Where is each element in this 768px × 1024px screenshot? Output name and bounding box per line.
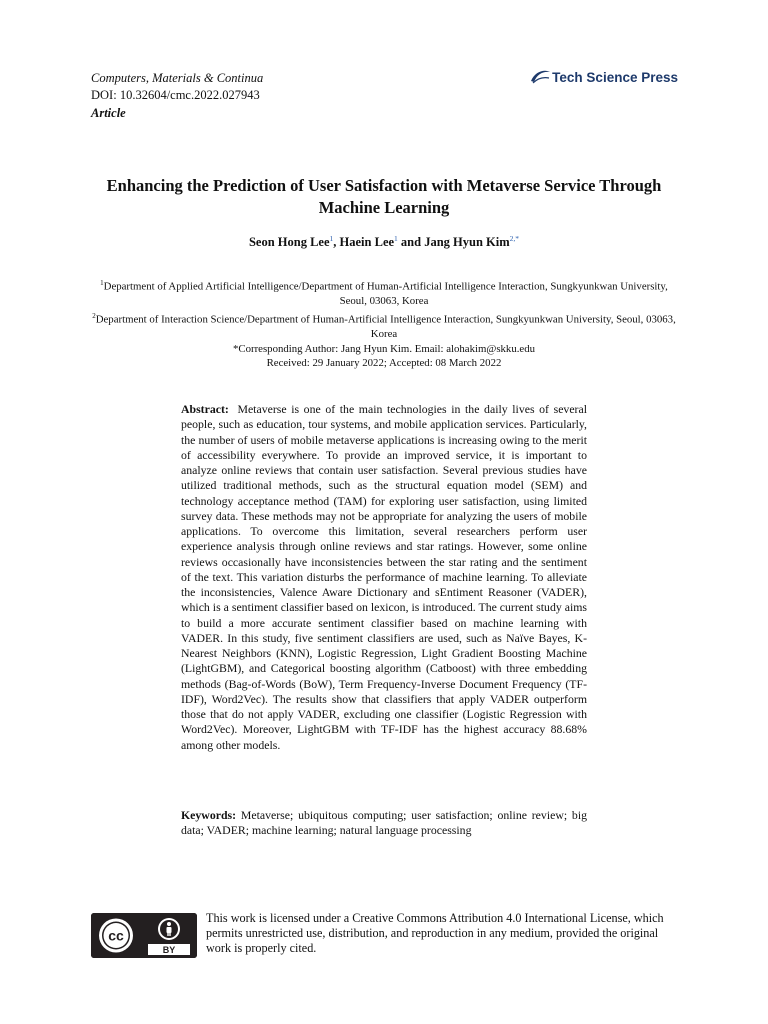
journal-name: Computers, Materials & Continua xyxy=(91,71,264,85)
publisher-name: Tech Science Press xyxy=(552,69,678,85)
publisher-swoosh-icon xyxy=(529,68,551,86)
affiliation xyxy=(90,309,678,342)
publisher-logo xyxy=(529,68,678,86)
cc-badge-label: cc xyxy=(108,927,124,944)
abstract xyxy=(181,402,587,753)
attribution-person-icon xyxy=(158,918,180,940)
affiliation-text: Department of Interaction Science/Department of Human-Artificial Intelligence Interaction, Sungkyunkwan University, Seoul, 03063, Korea xyxy=(95,313,676,340)
affiliation-number: 1 xyxy=(100,279,104,287)
doi[interactable]: DOI: 10.32604/cmc.2022.027943 xyxy=(91,88,260,102)
corresponding-author: *Corresponding Author: Jang Hyun Kim. Email: alohakim@skku.edu xyxy=(232,342,536,355)
abstract-label: Abstract: xyxy=(181,402,229,416)
received-accepted-dates: Received: 29 January 2022; Accepted: 08 March 2022 xyxy=(266,357,502,370)
author-list xyxy=(90,231,678,250)
author-name: Seon Hong Lee xyxy=(248,235,330,250)
author-affiliation-ref[interactable]: 2,* xyxy=(509,234,520,243)
affiliation xyxy=(90,276,678,309)
affiliation-text: Department of Applied Artificial Intelligence/Department of Human-Artificial Intelligence Interaction, Sungkyunkwan University, Seoul, 03063, Korea xyxy=(103,280,668,308)
keywords-text: Metaverse; ubiquitous computing; user satisfaction; online review; big data; VADER; machine learning; natural language processing xyxy=(181,808,587,838)
affiliation-number: 2 xyxy=(92,311,96,320)
author-name: Haein Lee xyxy=(339,235,395,250)
keywords xyxy=(181,808,587,839)
author-separator: , xyxy=(333,235,340,250)
abstract-text: Metaverse is one of the main technologies in the daily lives of several people, such as education, tour systems, and mobile application services. Particularly, the number of users of mobile metaverse applications is increasing owing to the merit of accessibility everywhere. To provide an improved service, it is important to analyze online reviews that contain user satisfaction. Several previous studies have utilized traditional methods, such as the structural equation model (SEM) and technology acceptance method (TAM) for exploring user satisfaction, using limited survey data. These methods may not be appropriate for analyzing the users of mobile applications. To overcome this limitation, several researchers perform user experience analysis through online reviews and star ratings. However, some online reviews occasionally have inconsistencies between the star rating and the sentiment of the text. This variation disturbs the performance of machine learning. To alleviate the inconsistencies, Valence Aware Dictionary and sEntiment Reasoner (VADER), which is a sentiment classifier based on lexicon, is introduced. The current study aims to build a more accurate sentiment classifier based on machine learning with VADER. In this study, five sentiment classifiers are used, such as Naïve Bayes, K-Nearest Neighbors (KNN), Logistic Regression, Light Gradient Boosting Machine (LightGBM), and Categorical boosting algorithm (Catboost) with three embedding methods (Bag-of-Words (BoW), Term Frequency-Inverse Document Frequency (TF-IDF), Word2Vec). The results show that classifiers that apply VADER outperform those that do not apply VADER, excluding one classifier (Logistic Regression with Word2Vec). Moreover, LightGBM with TF-IDF has the highest accuracy 88.68% among other models. xyxy=(181,402,588,752)
author-affiliation-ref[interactable]: 1 xyxy=(329,234,334,243)
creative-commons-icon xyxy=(99,919,133,953)
affiliations xyxy=(90,276,678,371)
article-type: Article xyxy=(91,106,126,120)
author-separator: and xyxy=(397,235,425,250)
author-name: Jang Hyun Kim xyxy=(424,235,510,250)
keywords-label: Keywords: xyxy=(181,808,237,822)
license-statement: This work is licensed under a Creative Commons Attribution 4.0 International License, which permits unrestricted use, distribution, and reproduction in any medium, provided the original work is properly cited. xyxy=(206,911,664,956)
author-affiliation-ref[interactable]: 1 xyxy=(394,234,398,243)
by-badge-label: BY xyxy=(162,945,176,955)
paper-title: Enhancing the Prediction of User Satisfaction with Metaverse Service Through Machine Learning xyxy=(106,176,662,217)
cc-by-badge-graphic xyxy=(91,913,197,958)
cc-by-license-badge[interactable] xyxy=(91,913,197,958)
